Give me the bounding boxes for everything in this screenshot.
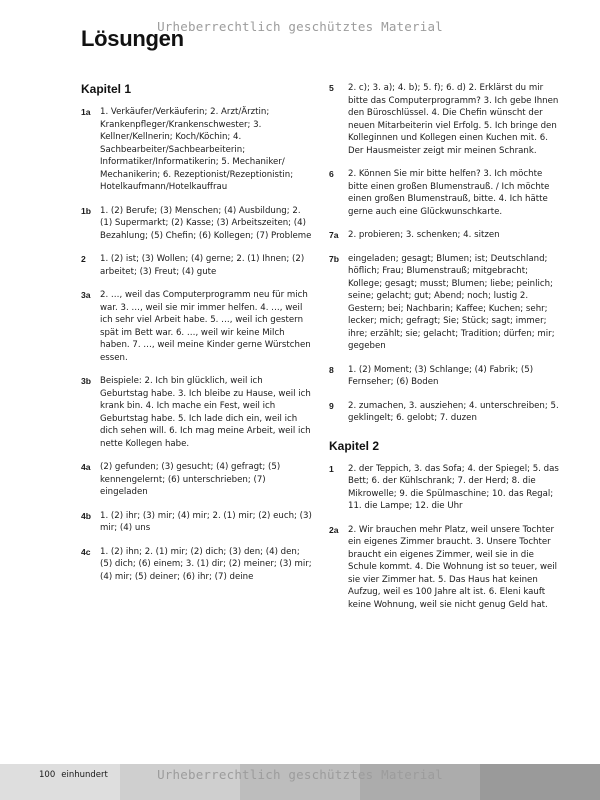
exercise-answer: Beispiele: 2. Ich bin glücklich, weil ich Geburtstag habe. 3. Ich bleibe zu Hause, weil ich krank bin. 4. Ich mache ein Fest, weil ich Geburtstag habe. 5. Ich lade dich ein, weil ich dich sehen will. 6. Ich mag meine Arbeit, weil ich nette Kollegen habe. [100,376,311,449]
exercise-label: 2 [81,254,86,264]
left-entries [81,106,313,583]
exercise-label: 7a [329,230,339,240]
exercise-answer: 1. (2) ihn; 2. (1) mir; (2) dich; (3) den; (4) den; (5) dich; (6) einem; 3. (1) dir; (2) meiner; (3) mir; (4) mir; (5) deiner; (6) ihr; (7) deine [100,546,312,582]
left-column [81,82,313,594]
exercise-entry [329,463,561,513]
exercise-label: 3b [81,376,92,386]
exercise-answer: 2. Wir brauchen mehr Platz, weil unsere Tochter ein eigenes Zimmer braucht. 3. Unsere Tochter braucht ein eigenes Zimmer, weil sie in die Schule kommt. 4. Die Wohnung ist so teuer, weil sie vier Zimmer hat. 5. Das Haus hat keinen Aufzug, weil es 100 Jahre alt ist. 6. Eleni kauft keine Wohnung, weil sie nicht genug Geld hat. [348,524,558,610]
exercise-entry [81,253,313,278]
exercise-entry [81,461,313,499]
exercise-answer: 2. probieren; 3. schenken; 4. sitzen [348,230,500,240]
copyright-watermark-top: Urheberrechtlich geschütztes Material [157,19,443,34]
exercise-entry [81,546,313,584]
exercise-answer: 1. Verkäufer/Verkäuferin; 2. Arzt/Ärztin; Krankenpfleger/Krankenschwester; 3. Kellner/Kellnerin; Koch/Köchin; 4. Sachbearbeiter/Sachbearbeiterin; Informatiker/Informatikerin; 5. Mechaniker/ Mechanikerin; 6. Rezeptionist/Rezeptionistin; Hotelkaufmann/Hotelkauffrau [100,107,294,192]
exercise-answer: 2. Können Sie mir bitte helfen? 3. Ich möchte bitte einen großen Blumenstrauß. / Ich möchte einen großen Blumenstrauß, bitte. 4. Ich hätte gerne auch eine Glückwunschkarte. [348,169,550,217]
exercise-entry [81,205,313,243]
right-entries [329,82,561,425]
copyright-watermark-bottom: Urheberrechtlich geschütztes Material [157,767,443,782]
exercise-label: 2a [329,524,339,535]
exercise-answer: 2. c); 3. a); 4. b); 5. f); 6. d) 2. Erklärst du mir bitte das Computerprogramm? 3. Ich gebe Ihnen den Büroschlüssel. 4. Die Chefin wünscht der neuen Mitarbeiterin viel Erfolg. 5. Ich bringe den Kolleginnen und Kollegen einen Kuchen mit. 6. Der Hausmeister zeigt mir meinen Schrank. [348,83,559,156]
exercise-entry [329,168,561,218]
exercise-answer: 2. …, weil das Computerprogramm neu für mich war. 3. …, weil sie mir immer helfen. 4. …, weil ich sehr viel Arbeit habe. 5. …, weil ich gestern spät im Bett war. 6. …, weil wir keine Milch haben. 7. …, weil meine Kinder gerne Würstchen essen. [100,290,311,363]
exercise-entry [329,253,561,353]
exercise-label: 4a [81,462,91,472]
exercise-entry [81,375,313,450]
exercise-entry [329,400,561,425]
exercise-answer: 1. (2) Moment; (3) Schlange; (4) Fabrik; (5) Fernseher; (6) Boden [348,364,534,387]
exercise-label: 5 [329,83,334,93]
exercise-answer: 1. (2) ihr; (3) mir; (4) mir; 2. (1) mir; (2) euch; (3) mir; (4) uns [100,510,312,533]
right-column [329,82,561,622]
exercise-label: 1a [81,107,91,117]
exercise-entry [329,524,561,612]
exercise-label: 7b [329,253,340,264]
exercise-answer: 1. (2) ist; (3) Wollen; (4) gerne; 2. (1) Ihnen; (2) arbeitet; (3) Freut; (4) gute [100,254,305,277]
exercise-answer: eingeladen; gesagt; Blumen; ist; Deutschland; höflich; Frau; Blumenstrauß; mitgebracht; Kollege; gesagt; musst; Blumen; liebe; peinlich; seine; gelacht; gut; Abend; noch; lustig 2. Gestern; bei; Nachbarin; Kaffee; Kuchen; sehr; lecker; mich; gefragt; Sie; Stück; sagt; immer; ihre; erzählt; sie; gelacht; Tradition; dürfen; mir; gegeben [348,253,555,351]
chapter-heading-1: Kapitel 1 [81,82,132,96]
exercise-answer: 2. der Teppich, 3. das Sofa; 4. der Spiegel; 5. das Bett; 6. der Kühlschrank; 7. der Herd; 8. die Mikrowelle; 9. die Spülmaschine; 10. das Regal; 11. die Lampe; 12. die Uhr [348,463,559,511]
exercise-label: 4b [81,510,92,521]
exercise-label: 1b [81,205,92,216]
exercise-entry [329,229,561,242]
exercise-answer: 2. zumachen, 3. ausziehen; 4. unterschreiben; 5. geklingelt; 6. gelobt; 7. duzen [348,400,559,423]
exercise-answer: (2) gefunden; (3) gesucht; (4) gefragt; (5) kennengelernt; (6) unterschrieben; (7) eingeladen [100,462,281,497]
page-number: 100 [39,770,56,780]
exercise-label: 3a [81,290,91,300]
exercise-entry [81,289,313,364]
exercise-entry [329,364,561,389]
page-title: Lösungen [81,26,184,51]
exercise-entry [329,82,561,157]
exercise-label: 6 [329,169,334,179]
exercise-label: 4c [81,546,91,557]
chapter-heading-2: Kapitel 2 [329,438,380,453]
page-footer-label [39,770,108,780]
exercise-label: 1 [329,463,334,474]
exercise-entry [81,106,313,194]
exercise-answer: 1. (2) Berufe; (3) Menschen; (4) Ausbildung; 2. (1) Supermarkt; (2) Kasse; (3) Arbeitszeiten; (4) Bezahlung; (5) Chefin; (6) Kollegen; (7) Probleme [100,205,312,241]
exercise-entry [81,510,313,535]
page-number-word: einhundert [61,770,108,780]
right-entries-chapter-2 [329,463,561,612]
exercise-label: 8 [329,364,334,375]
exercise-label: 9 [329,400,334,411]
